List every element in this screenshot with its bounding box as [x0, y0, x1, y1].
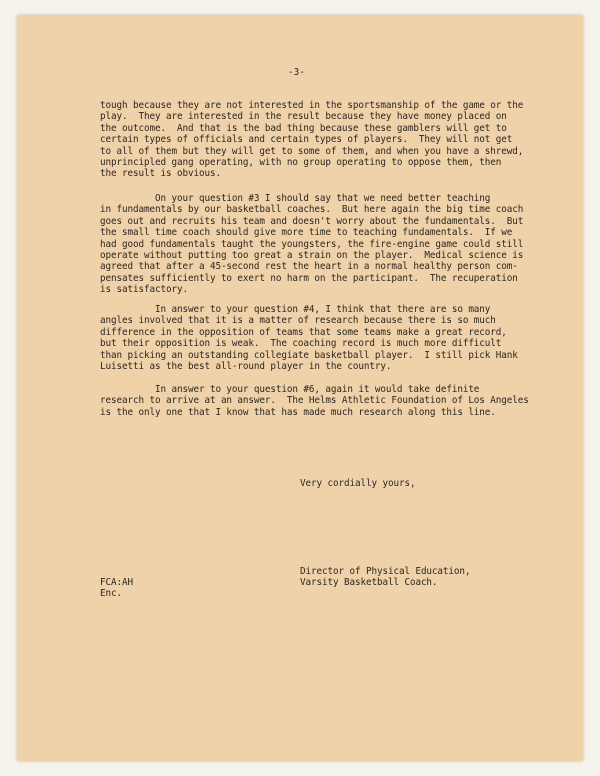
- page-number: -3-: [288, 67, 305, 78]
- signature-block: Director of Physical Education, Varsity Basketball Coach.: [300, 566, 471, 589]
- paragraph-1: tough because they are not interested in the sportsmanship of the game or the play. They are interested in the result because they have money placed on the outcome. And that is the bad thing because these gamblers will get to certain types of officials and certain types of players. They will not get to all of them but they will get to some of them, and when you have a shrewd, unprincipled gang operating, with no group operating to oppose them, then the result is obvious.: [100, 100, 524, 180]
- reference-initials: FCA:AH Enc.: [100, 577, 133, 600]
- paragraph-question-6: In answer to your question #6, again it would take definite research to arrive at an answer. The Helms Athletic Foundation of Los Angeles is the only one that I know that has made much research along this line.: [100, 384, 529, 418]
- paragraph-question-3: On your question #3 I should say that we need better teaching in fundamentals by our basketball coaches. But here again the big time coach goes out and recruits his team and doesn't worry about the fundamentals. But the small time coach should give more time to teaching fundamentals. If we had good fundamentals taught the youngsters, the fire-engine game could still operate without putting too great a strain on the player. Medical science is agreed that after a 45-second rest the heart in a normal healthy person com- pensates sufficiently to exert no harm on the participant. The recuperation is satisfactory.: [100, 193, 524, 296]
- paragraph-question-4: In answer to your question #4, I think that there are so many angles involved that it is a matter of research because there is so much difference in the opposition of teams that some teams make a great record, but their opposition is weak. The coaching record is much more difficult than picking an outstanding collegiate basketball player. I still pick Hank Luisetti as the best all-round player in the country.: [100, 304, 518, 373]
- closing: Very cordially yours,: [300, 478, 416, 489]
